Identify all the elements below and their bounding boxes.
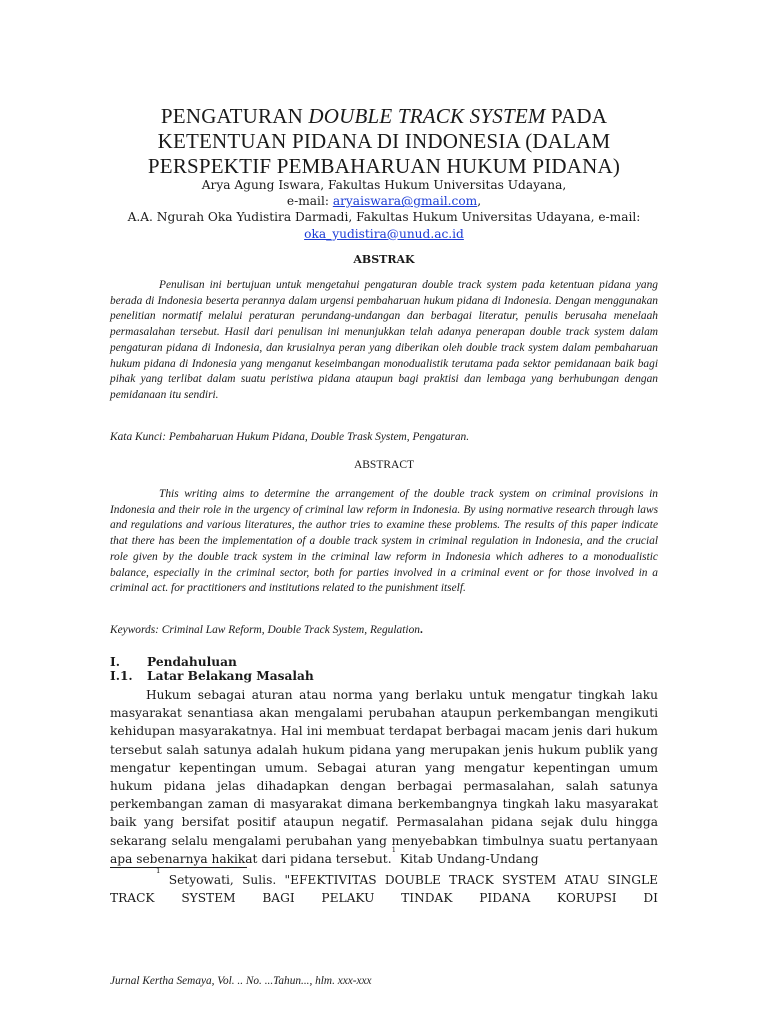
body-paragraph-text: Hukum sebagai aturan atau norma yang berlaku untuk mengatur tingkah laku masyarakat senantiasa akan mengalami perubahan ataupun perkembangan mengikuti kehidupan masyarakatnya. Hal ini membuat terdapat berbagai macam jenis dari hukum tersebut salah satunya adalah hukum pidana yang merupakan jenis hukum publik yang mengatur kepentingan umum. Sebagai aturan yang mengatur kepentingan umum hukum pidana jelas dihadapkan dengan berbagai permasalahan, salah satunya perkembangan zaman di masyarakat dimana berkembangnya tingkah laku masyarakat baik yang bersifat positif ataupun negatif. Permasalahan pidana sejak dulu hingga sekarang selalu mengalami perubahan yang menyebabkan timbulnya suatu pertanyaan apa sebenarnya hakikat dari pidana tersebut. (110, 688, 658, 866)
abstrak-paragraph: Penulisan ini bertujuan untuk mengetahui pengaturan double track system pada ketentuan pidana yang berada di Indonesia beserta perannya dalam urgensi pembaharuan hukum pidana di Indonesia. Dengan menggunakan penelitian normatif melalui peraturan perundang-undangan dan berbagai literatur, penulis berusaha menelaah permasalahan tersebut. Hasil dari penulisan ini menunjukkan telah adanya penerapan double track system dalam pengaturan pidana di Indonesia, dan krusialnya peran yang diberikan oleh double track system dalam pembaharuan hukum pidana di Indonesia yang menganut keseimbangan monodualistik terutama pada sektor pemidanaan baik bagi pihak yang terlibat dalam suatu peristiwa pidana ataupun bagi praktisi dan lembaga yang berhubungan dengan pemidanaan itu sendiri. (110, 279, 658, 401)
journal-footer: Jurnal Kertha Semaya, Vol. .. No. ...Tahun..., hlm. xxx-xxx (110, 975, 372, 987)
email-2-link[interactable]: oka_yudistira@unud.ac.id (304, 226, 464, 241)
section-heading-1-1 (110, 669, 314, 683)
section-1-1-number: I.1. (110, 669, 133, 683)
abstract-keywords (110, 623, 658, 638)
abstrak-heading: ABSTRAK (353, 253, 415, 266)
footnote-separator (110, 867, 247, 868)
abstract-keywords-text: Keywords: Criminal Law Reform, Double Track System, Regulation (110, 624, 420, 636)
body-paragraph-tail: Kitab Undang-Undang (396, 851, 539, 866)
title-line2: KETENTUAN PIDANA DI INDONESIA (DALAM (157, 129, 611, 153)
paper-title (90, 104, 678, 179)
email-1-label: e-mail: (286, 194, 333, 209)
footnote-text (110, 867, 658, 907)
email-1-suffix: , (477, 194, 482, 209)
title-line1-post: PADA (545, 104, 608, 128)
abstract-heading: ABSTRACT (353, 459, 415, 471)
email-1-link[interactable]: aryaiswara@gmail.com (332, 194, 478, 209)
abstract-text (110, 487, 658, 597)
abstract-keywords-period: . (419, 624, 423, 636)
section-1-title: Pendahuluan (147, 655, 237, 669)
author-1: Arya Agung Iswara, Fakultas Hukum Universitas Udayana, (201, 178, 567, 192)
footnote-reference[interactable]: 1 (391, 845, 397, 854)
body-paragraph (110, 686, 658, 868)
footnote (110, 867, 658, 907)
title-line3: PERSPEKTIF PEMBAHARUAN HUKUM PIDANA) (147, 154, 621, 178)
abstrak-text (110, 278, 658, 404)
footnote-content: Setyowati, Sulis. "EFEKTIVITAS DOUBLE TRACK SYSTEM ATAU SINGLE TRACK SYSTEM BAGI PELAKU TINDAK PIDANA KORUPSI DI (110, 873, 658, 905)
section-1-number: I. (110, 655, 120, 669)
abstrak-keywords: Kata Kunci: Pembaharuan Hukum Pidana, Double Trask System, Pengaturan. (110, 431, 470, 443)
section-1-1-title: Latar Belakang Masalah (147, 669, 314, 683)
author-2: A.A. Ngurah Oka Yudistira Darmadi, Fakultas Hukum Universitas Udayana, e-mail: (127, 210, 641, 225)
author-block (90, 177, 678, 242)
abstract-paragraph: This writing aims to determine the arrangement of the double track system on criminal provisions in Indonesia and their role in the urgency of criminal law reform in Indonesia. By using normative research through laws and regulations and various literatures, the author tries to examine these problems. The results of this paper indicate that there has been the implementation of a double track system in criminal regulation in Indonesia, and the crucial role given by the double track system in the criminal law reform in Indonesia which adheres to a monodualistic balance, especially in the criminal sector, both for parties involved in a criminal event or for those involved in a criminal act. for practitioners and institutions related to the punishment itself. (110, 488, 658, 595)
title-line1-pre: PENGATURAN (160, 104, 309, 128)
section-heading-1 (110, 655, 237, 669)
body-text (110, 686, 658, 868)
footnote-mark: 1 (156, 867, 161, 875)
title-line1-italic: DOUBLE TRACK SYSTEM (308, 104, 546, 128)
